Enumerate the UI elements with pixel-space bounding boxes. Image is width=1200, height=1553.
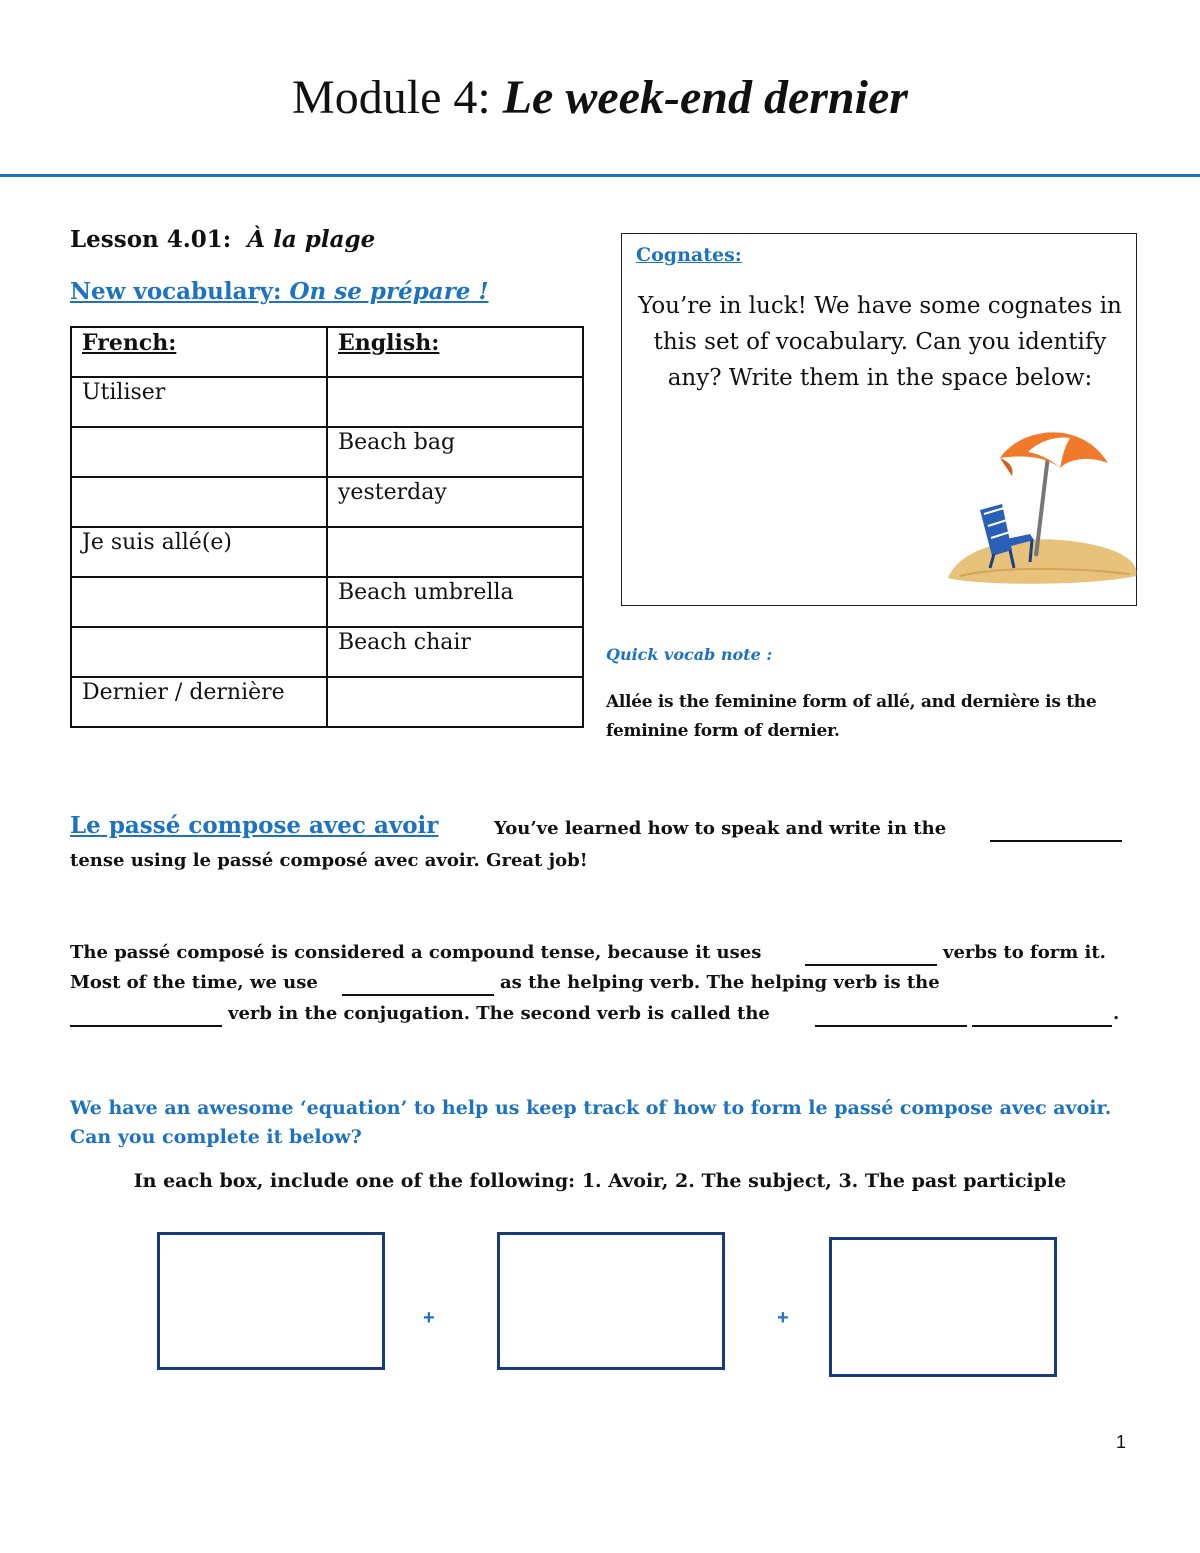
header-divider: [0, 174, 1200, 177]
table-row: [71, 427, 583, 477]
lesson-heading: [70, 226, 375, 253]
table-row: [71, 577, 583, 627]
table-cell[interactable]: [327, 677, 583, 727]
fill-in-blank[interactable]: [342, 994, 494, 996]
table-cell[interactable]: Je suis allé(e): [71, 527, 327, 577]
table-cell[interactable]: [71, 627, 327, 677]
vocabulary-table: [70, 326, 584, 728]
page-number: 1: [1116, 1432, 1127, 1452]
paragraph-line: Most of the time, we use: [70, 972, 318, 993]
passe-compose-heading: Le passé compose avec avoir: [70, 812, 439, 839]
vocabulary-heading-title: On se prépare !: [289, 278, 489, 305]
passe-compose-intro: You’ve learned how to speak and write in the: [494, 818, 947, 839]
equation-box-1[interactable]: [157, 1232, 385, 1370]
beach-umbrella-chair-illustration: [940, 418, 1140, 588]
lesson-label: Lesson 4.01:: [70, 226, 232, 253]
table-cell[interactable]: yesterday: [327, 477, 583, 527]
passe-compose-intro-continued: tense using le passé composé avec avoir. Great job!: [70, 850, 588, 871]
lesson-title: À la plage: [247, 226, 376, 253]
equation-box-2[interactable]: [497, 1232, 725, 1370]
column-header-french: French:: [71, 327, 327, 377]
equation-heading: We have an awesome ‘equation’ to help us keep track of how to form le passé compose avec avoir. Can you complete it below?: [70, 1097, 1112, 1148]
table-cell[interactable]: Beach umbrella: [327, 577, 583, 627]
table-row: [71, 377, 583, 427]
table-cell[interactable]: Beach bag: [327, 427, 583, 477]
paragraph-line: verbs to form it.: [943, 942, 1106, 963]
page-title: [0, 70, 1200, 125]
module-prefix: Module 4:: [292, 71, 503, 124]
fill-in-blank[interactable]: [815, 1025, 967, 1027]
table-header-row: [71, 327, 583, 377]
table-row: [71, 477, 583, 527]
table-cell[interactable]: [327, 527, 583, 577]
cognates-instructions: You’re in luck! We have some cognates in this set of vocabulary. Can you identify any? Write them in the space below:: [638, 293, 1122, 391]
table-row: [71, 627, 583, 677]
plus-sign: +: [423, 1307, 435, 1329]
quick-vocab-text: Allée is the feminine form of allé, and dernière is the feminine form of dernier.: [606, 692, 1097, 741]
fill-in-blank[interactable]: [70, 1025, 222, 1027]
fill-in-blank[interactable]: [805, 964, 937, 966]
vocabulary-heading-prefix: New vocabulary:: [70, 278, 282, 305]
module-title: Le week-end dernier: [502, 71, 908, 124]
table-cell[interactable]: [71, 427, 327, 477]
table-row: [71, 527, 583, 577]
table-cell[interactable]: Utiliser: [71, 377, 327, 427]
table-cell[interactable]: Dernier / dernière: [71, 677, 327, 727]
equation-box-3[interactable]: [829, 1237, 1057, 1377]
table-row: [71, 677, 583, 727]
paragraph-line: The passé composé is considered a compound tense, because it uses: [70, 942, 762, 963]
plus-sign: +: [777, 1307, 789, 1329]
column-header-english: English:: [327, 327, 583, 377]
fill-in-blank[interactable]: [972, 1025, 1112, 1027]
equation-instructions: In each box, include one of the following: 1. Avoir, 2. The subject, 3. The past participle: [133, 1170, 1067, 1192]
table-cell[interactable]: Beach chair: [327, 627, 583, 677]
quick-vocab-title: Quick vocab note :: [606, 645, 773, 664]
fill-in-blank[interactable]: [990, 840, 1122, 842]
table-cell[interactable]: [327, 377, 583, 427]
paragraph-period: .: [1113, 1003, 1120, 1024]
paragraph-line: as the helping verb. The helping verb is the: [500, 972, 940, 993]
vocabulary-heading: [70, 278, 489, 305]
paragraph-line: verb in the conjugation. The second verb is called the: [228, 1003, 770, 1024]
table-cell[interactable]: [71, 477, 327, 527]
table-cell[interactable]: [71, 577, 327, 627]
cognates-title: Cognates:: [636, 244, 742, 266]
